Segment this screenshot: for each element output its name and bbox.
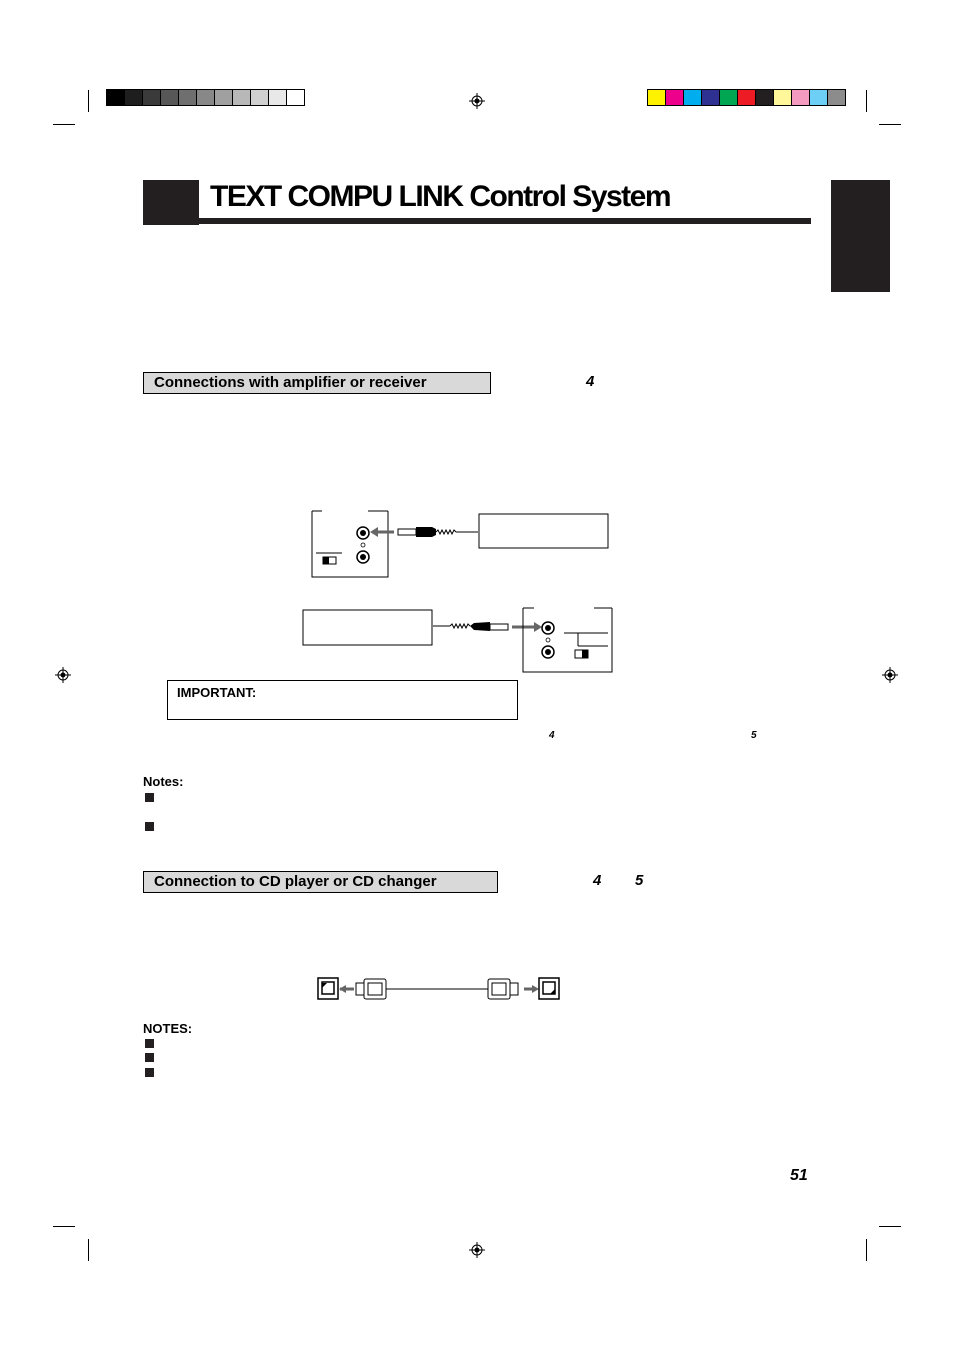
color-swatch: [755, 89, 774, 106]
registration-mark-icon: [469, 93, 485, 109]
color-swatch: [683, 89, 702, 106]
important-label: IMPORTANT:: [177, 685, 257, 700]
crop-mark: [866, 90, 867, 112]
color-swatch: [647, 89, 666, 106]
title-rule: [199, 218, 811, 224]
section-ref-number-b: 5: [635, 872, 644, 889]
section-heading-cd-player: Connection to CD player or CD changer: [143, 871, 498, 893]
note-bullet: [145, 1053, 154, 1062]
color-swatch: [773, 89, 792, 106]
color-swatch: [737, 89, 756, 106]
registration-mark-icon: [55, 667, 71, 683]
color-swatch: [701, 89, 720, 106]
notes-label-caps: NOTES:: [143, 1021, 193, 1036]
color-swatch: [791, 89, 810, 106]
note-bullet: [145, 822, 154, 831]
gray-swatch: [160, 89, 179, 106]
gray-swatch: [214, 89, 233, 106]
gray-swatch: [142, 89, 161, 106]
gray-swatch: [106, 89, 125, 106]
important-note-box: [167, 680, 518, 720]
color-swatch: [719, 89, 738, 106]
note-bullet: [145, 793, 154, 802]
color-swatch: [665, 89, 684, 106]
page-number: 51: [790, 1167, 808, 1184]
figure-ref-right: 5: [751, 730, 757, 741]
registration-mark-icon: [469, 1242, 485, 1258]
crop-mark: [53, 124, 75, 125]
note-bullet: [145, 1068, 154, 1077]
color-swatch: [809, 89, 828, 106]
gray-swatch: [268, 89, 287, 106]
gray-swatch: [250, 89, 269, 106]
crop-mark: [866, 1239, 867, 1261]
cd-connection-cable-diagram: [310, 972, 565, 1006]
language-side-tab: [831, 180, 890, 292]
note-bullet: [145, 1039, 154, 1048]
crop-mark: [879, 1226, 901, 1227]
gray-swatch: [124, 89, 143, 106]
section-ref-number-a: 4: [593, 872, 602, 889]
crop-mark: [88, 1239, 89, 1261]
color-swatch: [827, 89, 846, 106]
gray-swatch: [196, 89, 215, 106]
crop-mark: [53, 1226, 75, 1227]
notes-label: Notes:: [143, 774, 184, 789]
amplifier-connection-diagram: [300, 505, 620, 680]
title-block: [143, 180, 199, 225]
registration-mark-icon: [882, 667, 898, 683]
gray-swatch: [232, 89, 251, 106]
page-title: TEXT COMPU LINK Control System: [210, 180, 671, 213]
figure-ref-left: 4: [549, 730, 555, 741]
crop-mark: [879, 124, 901, 125]
section-heading-amplifier: Connections with amplifier or receiver: [143, 372, 491, 394]
gray-swatch: [178, 89, 197, 106]
crop-mark: [88, 90, 89, 112]
gray-swatch: [286, 89, 305, 106]
section-ref-number: 4: [586, 373, 595, 390]
